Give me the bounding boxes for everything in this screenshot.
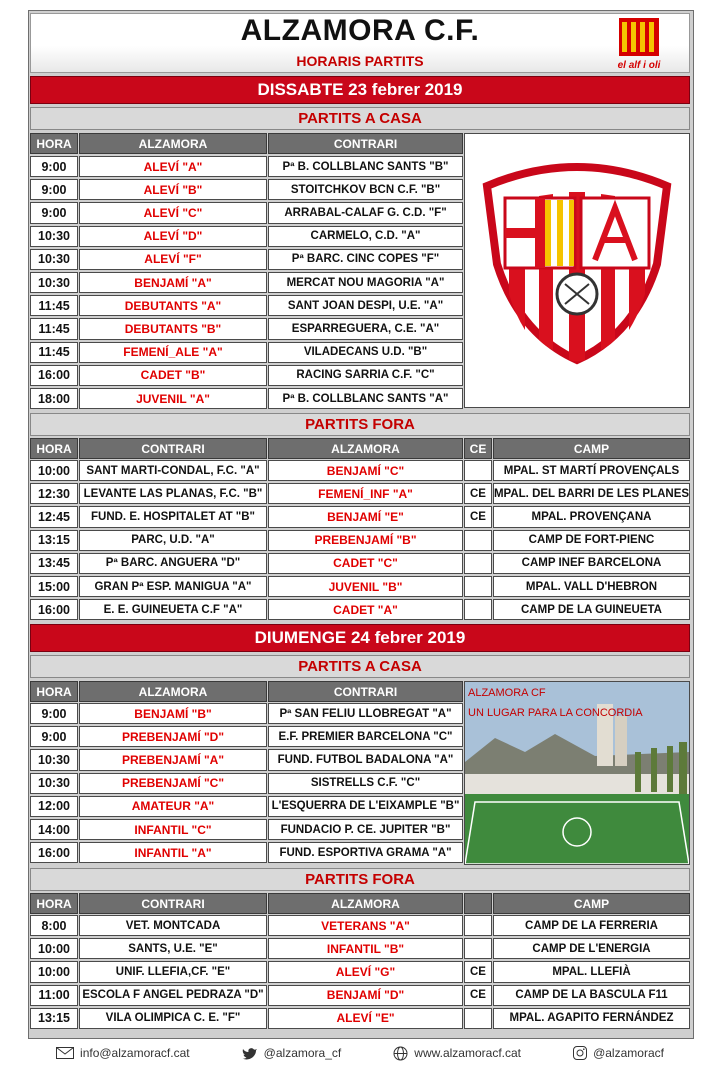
match-time: 13:45 (30, 553, 78, 574)
photo-caption-2: UN LUGAR PARA LA CONCORDIA (468, 707, 643, 719)
alzamora-team: ALEVÍ "D" (79, 226, 267, 247)
opponent-team: SANT JOAN DESPI, U.E. "A" (268, 295, 463, 316)
twitter-text: @alzamora_cf (263, 1046, 342, 1060)
alzamora-team: CADET "A" (268, 599, 463, 620)
ce-flag: CE (464, 961, 492, 982)
match-time: 9:00 (30, 703, 78, 724)
match-time: 13:15 (30, 1008, 78, 1029)
alzamora-team: JUVENIL "A" (79, 388, 267, 409)
alzamora-team: INFANTIL "B" (268, 938, 463, 959)
alzamora-team: ALEVÍ "C" (79, 202, 267, 223)
stadium-photo (464, 681, 690, 865)
alzamora-team: JUVENIL "B" (268, 576, 463, 597)
match-time: 14:00 (30, 819, 78, 840)
column-header: ALZAMORA (268, 893, 463, 914)
logo-slogan: el alf i oli (617, 60, 661, 70)
opponent-team: FUND. ESPORTIVA GRAMA "A" (268, 842, 463, 863)
match-time: 9:00 (30, 179, 78, 200)
match-time: 9:00 (30, 726, 78, 747)
venue-name: MPAL. VALL D'HEBRON (493, 576, 690, 597)
opponent-team: Pª B. COLLBLANC SANTS "A" (268, 388, 463, 409)
alzamora-team: BENJAMÍ "A" (79, 272, 267, 293)
opponent-team: GRAN Pª ESP. MANIGUA "A" (79, 576, 267, 597)
opponent-team: ARRABAL-CALAF G. C.D. "F" (268, 202, 463, 223)
match-time: 11:00 (30, 985, 78, 1006)
page-subtitle: HORARIS PARTITS (296, 53, 424, 69)
match-time: 10:30 (30, 773, 78, 794)
opponent-team: VILA OLIMPICA C. E. "F" (79, 1008, 267, 1029)
opponent-team: MERCAT NOU MAGORIA "A" (268, 272, 463, 293)
match-time: 16:00 (30, 842, 78, 863)
ce-flag (464, 915, 492, 936)
alzamora-team: PREBENJAMÍ "B" (268, 530, 463, 551)
column-header: CAMP (493, 893, 690, 914)
match-time: 10:30 (30, 249, 78, 270)
footer-instagram[interactable] (573, 1046, 664, 1060)
day-banner-sunday: DIUMENGE 24 febrer 2019 (30, 624, 690, 652)
column-header: ALZAMORA (79, 133, 267, 154)
column-header: HORA (30, 893, 78, 914)
venue-name: CAMP DE FORT-PIENC (493, 530, 690, 551)
alzamora-team: ALEVÍ "B" (79, 179, 267, 200)
match-time: 16:00 (30, 365, 78, 386)
column-header: HORA (30, 438, 78, 459)
match-time: 11:45 (30, 342, 78, 363)
alzamora-team: AMATEUR "A" (79, 796, 267, 817)
match-time: 9:00 (30, 156, 78, 177)
match-time: 12:30 (30, 483, 78, 504)
club-logo (607, 18, 671, 70)
opponent-team: Pª BARC. CINC COPES "F" (268, 249, 463, 270)
twitter-icon (242, 1047, 258, 1060)
opponent-team: Pª BARC. ANGUERA "D" (79, 553, 267, 574)
venue-name: CAMP DE L'ENERGIA (493, 938, 690, 959)
instagram-text: @alzamoracf (593, 1046, 664, 1060)
alzamora-team: BENJAMÍ "E" (268, 506, 463, 527)
opponent-team: VET. MONTCADA (79, 915, 267, 936)
ce-flag (464, 530, 492, 551)
club-crest-image (464, 133, 690, 408)
alzamora-team: CADET "B" (79, 365, 267, 386)
alzamora-team: FEMENÍ_INF "A" (268, 483, 463, 504)
alzamora-team: ALEVÍ "E" (268, 1008, 463, 1029)
web-text: www.alzamoracf.cat (414, 1046, 521, 1060)
column-header: CONTRARI (79, 438, 267, 459)
match-time: 18:00 (30, 388, 78, 409)
opponent-team: RACING SARRIA C.F. "C" (268, 365, 463, 386)
column-header: ALZAMORA (79, 681, 267, 702)
match-time: 10:00 (30, 961, 78, 982)
opponent-team: CARMELO, C.D. "A" (268, 226, 463, 247)
match-time: 15:00 (30, 576, 78, 597)
section-home-sat: PARTITS A CASA (30, 107, 690, 130)
match-time: 12:45 (30, 506, 78, 527)
column-header: CONTRARI (268, 133, 463, 154)
match-time: 11:45 (30, 295, 78, 316)
opponent-team: ESCOLA F ANGEL PEDRAZA "D" (79, 985, 267, 1006)
alzamora-team: PREBENJAMÍ "D" (79, 726, 267, 747)
opponent-team: FUNDACIO P. CE. JUPITER "B" (268, 819, 463, 840)
ce-flag (464, 576, 492, 597)
match-time: 16:00 (30, 599, 78, 620)
opponent-team: E. E. GUINEUETA C.F "A" (79, 599, 267, 620)
column-header: HORA (30, 133, 78, 154)
alzamora-team: ALEVÍ "A" (79, 156, 267, 177)
alzamora-team: BENJAMÍ "D" (268, 985, 463, 1006)
column-header (464, 893, 492, 914)
footer-web[interactable] (393, 1046, 521, 1061)
footer-email[interactable] (56, 1046, 190, 1060)
opponent-team: FUND. FUTBOL BADALONA "A" (268, 749, 463, 770)
footer-twitter[interactable] (242, 1046, 342, 1060)
match-time: 10:30 (30, 272, 78, 293)
alzamora-team: ALEVÍ "F" (79, 249, 267, 270)
opponent-team: SANTS, U.E. "E" (79, 938, 267, 959)
email-text: info@alzamoracf.cat (80, 1046, 190, 1060)
footer (30, 1039, 690, 1067)
match-time: 11:45 (30, 318, 78, 339)
ce-flag (464, 553, 492, 574)
ce-flag (464, 460, 492, 481)
column-header: CONTRARI (268, 681, 463, 702)
opponent-team: Pª SAN FELIU LLOBREGAT "A" (268, 703, 463, 724)
alzamora-team: CADET "C" (268, 553, 463, 574)
alzamora-team: VETERANS "A" (268, 915, 463, 936)
venue-name: MPAL. LLEFIÀ (493, 961, 690, 982)
venue-name: CAMP DE LA GUINEUETA (493, 599, 690, 620)
opponent-team: PARC, U.D. "A" (79, 530, 267, 551)
section-away-sat: PARTITS FORA (30, 413, 690, 436)
venue-name: CAMP DE LA FERRERIA (493, 915, 690, 936)
ce-flag: CE (464, 483, 492, 504)
match-time: 9:00 (30, 202, 78, 223)
match-time: 10:30 (30, 226, 78, 247)
venue-name: MPAL. DEL BARRI DE LES PLANES (493, 483, 690, 504)
venue-name: CAMP DE LA BASCULA F11 (493, 985, 690, 1006)
alzamora-team: BENJAMÍ "C" (268, 460, 463, 481)
match-time: 13:15 (30, 530, 78, 551)
opponent-team: SANT MARTI-CONDAL, F.C. "A" (79, 460, 267, 481)
column-header: ALZAMORA (268, 438, 463, 459)
ce-flag (464, 599, 492, 620)
opponent-team: Pª B. COLLBLANC SANTS "B" (268, 156, 463, 177)
ce-flag: CE (464, 506, 492, 527)
alzamora-team: BENJAMÍ "B" (79, 703, 267, 724)
section-home-sun: PARTITS A CASA (30, 655, 690, 678)
alzamora-team: PREBENJAMÍ "C" (79, 773, 267, 794)
column-header: HORA (30, 681, 78, 702)
opponent-team: ESPARREGUERA, C.E. "A" (268, 318, 463, 339)
club-title: ALZAMORA C.F. (240, 14, 480, 47)
section-away-sun: PARTITS FORA (30, 868, 690, 891)
opponent-team: E.F. PREMIER BARCELONA "C" (268, 726, 463, 747)
venue-name: MPAL. AGAPITO FERNÁNDEZ (493, 1008, 690, 1029)
opponent-team: STOITCHKOV BCN C.F. "B" (268, 179, 463, 200)
ce-flag (464, 938, 492, 959)
match-time: 10:30 (30, 749, 78, 770)
opponent-team: SISTRELLS C.F. "C" (268, 773, 463, 794)
globe-icon (393, 1046, 408, 1061)
alzamora-team: INFANTIL "A" (79, 842, 267, 863)
mail-icon (56, 1047, 74, 1059)
opponent-team: L'ESQUERRA DE L'EIXAMPLE "B" (268, 796, 463, 817)
column-header: CE (464, 438, 492, 459)
column-header: CAMP (493, 438, 690, 459)
match-time: 10:00 (30, 938, 78, 959)
day-banner-saturday: DISSABTE 23 febrer 2019 (30, 76, 690, 104)
alzamora-team: DEBUTANTS "A" (79, 295, 267, 316)
column-header: CONTRARI (79, 893, 267, 914)
venue-name: CAMP INEF BARCELONA (493, 553, 690, 574)
match-time: 12:00 (30, 796, 78, 817)
alzamora-team: FEMENÍ_ALE "A" (79, 342, 267, 363)
ce-flag: CE (464, 985, 492, 1006)
opponent-team: VILADECANS U.D. "B" (268, 342, 463, 363)
alzamora-team: INFANTIL "C" (79, 819, 267, 840)
alzamora-team: DEBUTANTS "B" (79, 318, 267, 339)
match-time: 10:00 (30, 460, 78, 481)
match-time: 8:00 (30, 915, 78, 936)
venue-name: MPAL. ST MARTÍ PROVENÇALS (493, 460, 690, 481)
opponent-team: LEVANTE LAS PLANAS, F.C. "B" (79, 483, 267, 504)
alzamora-team: ALEVÍ "G" (268, 961, 463, 982)
photo-caption-1: ALZAMORA CF (468, 687, 546, 699)
alzamora-team: PREBENJAMÍ "A" (79, 749, 267, 770)
opponent-team: UNIF. LLEFIA,CF. "E" (79, 961, 267, 982)
instagram-icon (573, 1046, 587, 1060)
venue-name: MPAL. PROVENÇANA (493, 506, 690, 527)
ce-flag (464, 1008, 492, 1029)
opponent-team: FUND. E. HOSPITALET AT "B" (79, 506, 267, 527)
